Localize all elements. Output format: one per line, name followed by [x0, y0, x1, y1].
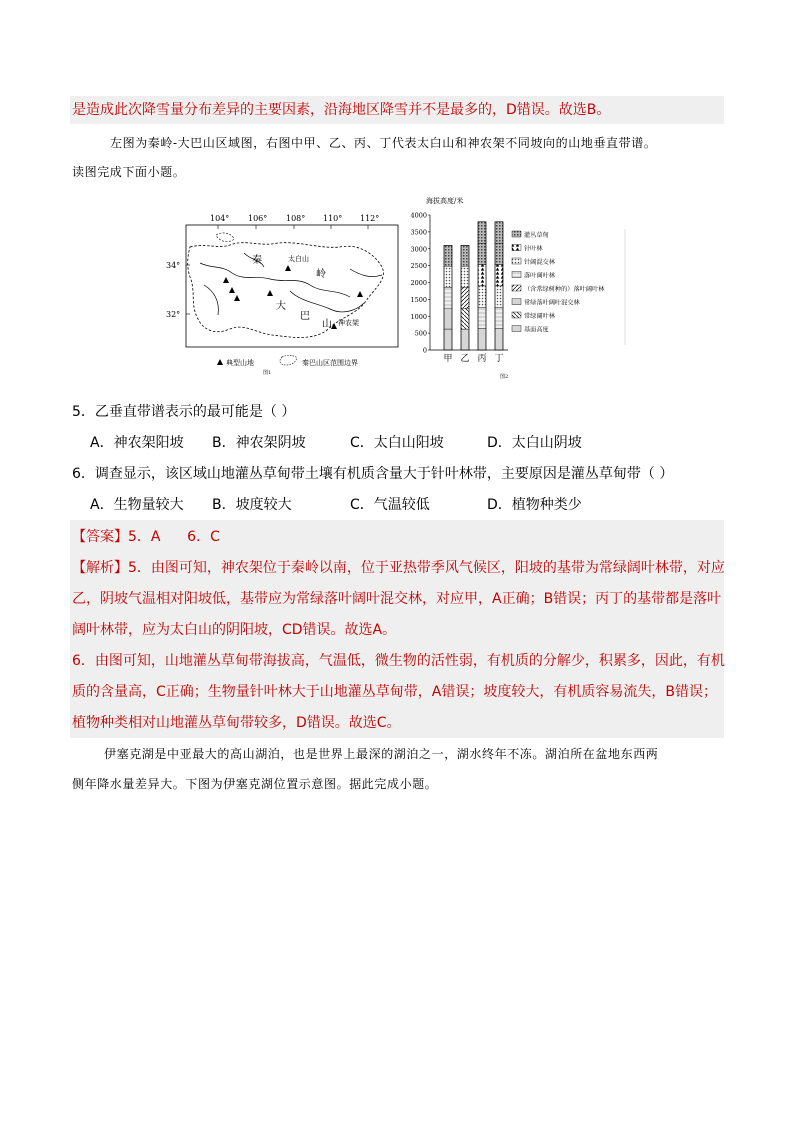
legend-label: 基面高度	[524, 326, 549, 334]
analysis-line5: 质的含量高，C正确；生物量针叶林大于山地灌丛草甸带，A错误；坡度较大，有机质容易流失，B错误；	[72, 684, 717, 700]
lon-label-112: 112°	[360, 214, 380, 223]
analysis-label: 【解析】	[72, 560, 128, 576]
place-shennongjia: 神农架	[338, 319, 359, 327]
legend-swatch	[512, 245, 521, 251]
chart-bars	[444, 222, 503, 350]
intro2-line2: 侧年降水量差异大。下图为伊塞克湖位置示意图。据此完成小题。	[72, 777, 438, 791]
chart-ylabel: 海拔高度/米	[426, 197, 464, 205]
lon-label-104: 104°	[210, 214, 230, 223]
bar-segment	[495, 307, 503, 328]
legend-swatch	[512, 231, 521, 237]
legend-swatch	[512, 326, 521, 332]
y-tick-label: 0	[422, 346, 427, 355]
y-tick-label: 3000	[410, 245, 427, 254]
bar-segment	[495, 222, 503, 243]
y-tick-label: 3500	[410, 228, 427, 237]
x-label-丙: 丙	[477, 354, 487, 364]
bar-segment	[495, 286, 503, 307]
analysis-line6: 植物种类相对山地灌丛草甸带较多，D错误。故选C。	[72, 715, 401, 731]
bar-segment	[461, 287, 469, 308]
place-da: 大	[276, 301, 286, 312]
legend-label: 常绿阔叶林	[524, 313, 555, 320]
lat-label-32: 32°	[166, 310, 181, 319]
map-caption: 图1	[263, 370, 272, 375]
y-tick-label: 1500	[410, 295, 427, 304]
lon-label-106: 106°	[248, 214, 268, 223]
bar-segment	[461, 329, 469, 350]
place-ling: 岭	[316, 269, 326, 280]
analysis-line3: 阔叶林带，应为太白山的阴阳坡，CD错误。故选A。	[72, 622, 397, 638]
bar-segment	[461, 308, 469, 329]
answer-label: 【答案】	[72, 529, 128, 545]
place-shan: 山	[322, 319, 332, 330]
intro1-line2: 读图完成下面小题。	[72, 165, 186, 179]
bar-segment	[478, 286, 486, 307]
bar-segment	[478, 222, 486, 243]
y-tick-label: 500	[414, 329, 427, 338]
q5-option-b[interactable]: B．神农架阴坡	[212, 435, 306, 451]
analysis-line2: 乙，阴坡气温相对阳坡低，基带应为常绿落叶阔叶混交林，对应甲，A正确；B错误；丙丁的基带都是落叶	[72, 591, 722, 607]
legend-label: 针叶林	[524, 245, 543, 253]
bar-segment	[461, 266, 469, 287]
intro1-line1: 左图为秦岭-大巴山区域图，右图中甲、乙、丙、丁代表太白山和神农架不同坡向的山地垂直带谱。	[110, 136, 657, 150]
x-label-甲: 甲	[443, 354, 453, 364]
x-label-丁: 丁	[494, 354, 504, 364]
vertical-zone-chart	[400, 195, 630, 380]
q6-option-c[interactable]: C．气温较低	[350, 497, 430, 513]
legend-label: 常绿落叶阔叶混交林	[524, 299, 580, 307]
bar-丙	[478, 222, 486, 350]
chart-x-labels	[443, 353, 503, 364]
bar-乙	[461, 245, 469, 350]
bar-segment	[478, 243, 486, 264]
answer-text: 5．A 6．C	[128, 529, 220, 545]
bar-segment	[461, 245, 469, 266]
legend-mountain-label: 典型山地	[226, 359, 254, 367]
y-tick-label: 1000	[410, 312, 427, 321]
qinba-map-figure	[160, 205, 405, 375]
legend-swatch	[512, 299, 521, 305]
q6-option-d[interactable]: D．植物种类少	[487, 497, 582, 513]
bar-segment	[495, 243, 503, 264]
q6-option-b[interactable]: B．坡度较大	[212, 497, 292, 513]
bar-segment	[444, 308, 452, 329]
place-taibai: 太白山	[288, 255, 309, 263]
legend-swatch	[512, 312, 521, 318]
bar-segment	[444, 329, 452, 350]
legend-swatch	[512, 258, 521, 264]
bar-segment	[478, 329, 486, 350]
bar-segment	[478, 265, 486, 286]
analysis-line1	[72, 558, 725, 578]
legend-swatch	[512, 272, 521, 278]
chart-caption: 图2	[500, 374, 509, 380]
bar-segment	[444, 266, 452, 287]
bar-segment	[478, 307, 486, 328]
place-qin: 秦	[252, 255, 262, 266]
legend-label: 灌丛草甸	[524, 232, 549, 239]
q5-option-c[interactable]: C．太白山阳坡	[350, 435, 444, 451]
bar-segment	[495, 329, 503, 350]
q5-option-d[interactable]: D．太白山阴坡	[487, 435, 582, 451]
lon-label-108: 108°	[286, 214, 306, 223]
legend-label: （含常绿树种的）落叶阔叶林	[524, 286, 605, 293]
analysis-line4: 6．由图可知，山地灌丛草甸带海拔高，气温低，微生物的活性弱，有机质的分解少，积累多，因此，有机	[72, 653, 725, 669]
q6-stem: 6．调查显示，该区域山地灌丛草甸带土壤有机质含量大于针叶林带，主要原因是灌丛草甸带（ ）	[72, 466, 674, 482]
answer-line	[72, 527, 220, 547]
place-ba: 巴	[300, 311, 310, 322]
bar-segment	[444, 245, 452, 266]
legend-label: 针阔混交林	[524, 259, 555, 266]
bar-甲	[444, 245, 452, 350]
legend-swatch	[512, 285, 521, 291]
legend-label: 落叶阔叶林	[524, 272, 555, 280]
chart-legend	[512, 229, 625, 345]
lat-label-34: 34°	[166, 261, 181, 270]
y-tick-label: 2500	[410, 262, 427, 271]
q6-option-a[interactable]: A．生物量较大	[90, 497, 184, 513]
q5-option-a[interactable]: A．神农架阳坡	[90, 435, 184, 451]
y-tick-label: 4000	[410, 211, 427, 220]
lon-label-110: 110°	[323, 214, 343, 223]
prev-answer-line: 是造成此次降雪量分布差异的主要因素，沿海地区降雪并不是最多的，D错误。故选B。	[72, 102, 611, 118]
map-frame	[186, 225, 398, 347]
bar-segment	[495, 265, 503, 286]
chart-y-ticks	[410, 212, 430, 355]
bar-segment	[444, 287, 452, 308]
bar-丁	[495, 222, 503, 350]
legend-boundary-label: 秦巴山区范围边界	[302, 359, 358, 367]
intro2-line1: 伊塞克湖是中亚最大的高山湖泊，也是世界上最深的湖泊之一，湖水终年不冻。湖泊所在盆地东西两	[104, 747, 659, 761]
y-tick-label: 2000	[410, 279, 427, 287]
q5-stem: 5．乙垂直带谱表示的最可能是（ ）	[72, 404, 296, 420]
analysis-text-1: 5．由图可知，神农架位于秦岭以南，位于亚热带季风气候区，阳坡的基带为常绿阔叶林带，对应	[128, 560, 725, 576]
x-label-乙: 乙	[460, 354, 470, 364]
